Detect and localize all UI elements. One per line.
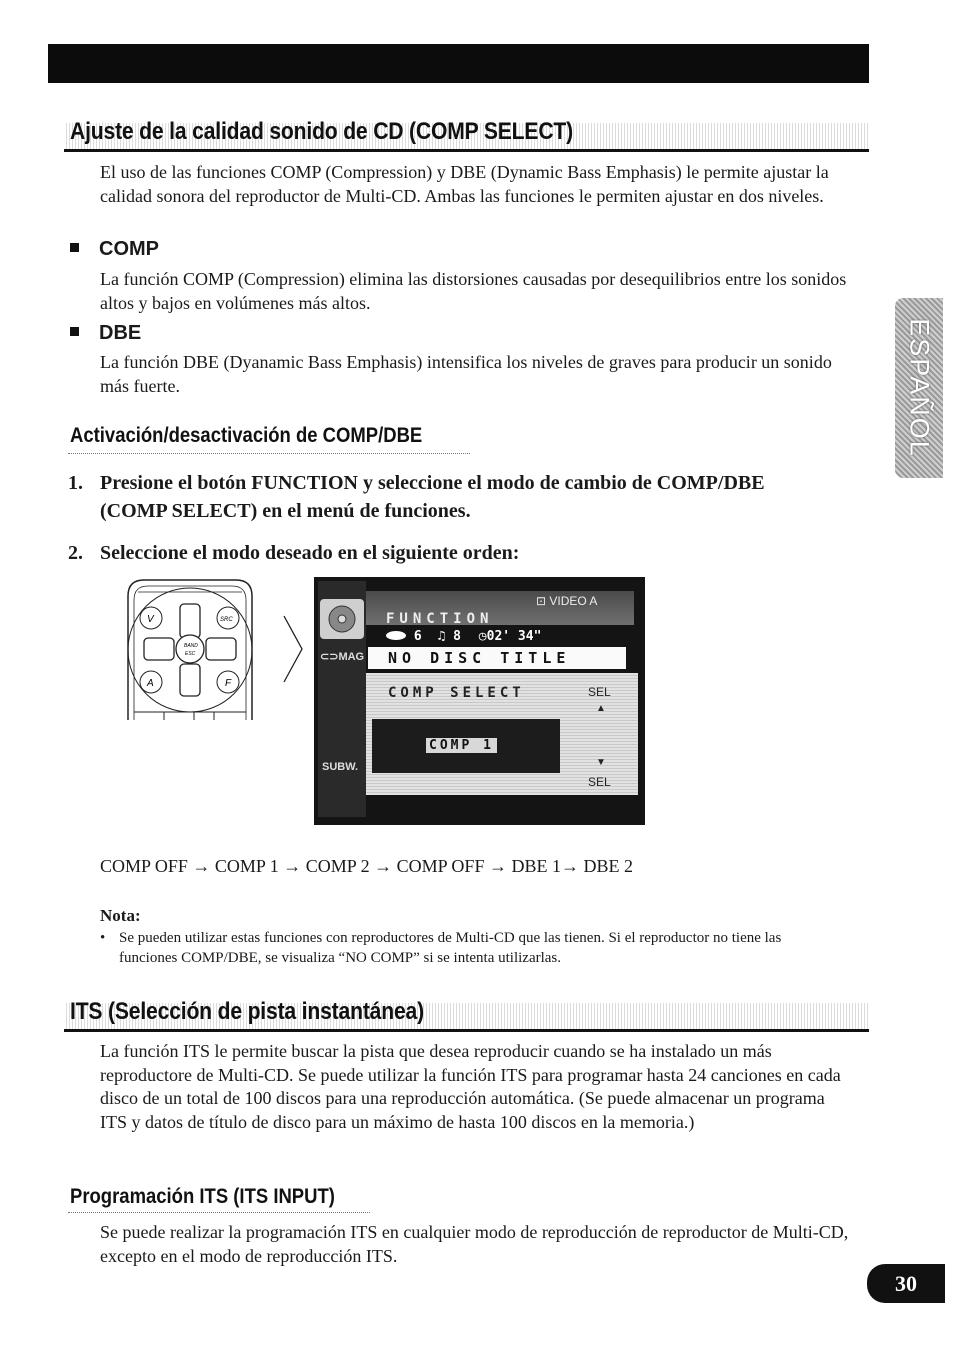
- remote-band-label: BAND: [184, 643, 198, 649]
- subsection-rule: [68, 1212, 370, 1213]
- subsection-rule: [68, 453, 470, 454]
- sel-bottom-label: SEL: [588, 775, 611, 789]
- comp-paragraph: La función COMP (Compression) elimina las distorsiones causadas por desequilibrios entre los sonidos altos y bajos en volúmenes más altos.: [100, 269, 847, 313]
- callout-chevron-icon: [282, 614, 304, 684]
- header-bar: [48, 44, 869, 83]
- step-2-number: 2.: [68, 542, 83, 564]
- remote-v-label: V: [147, 614, 154, 625]
- subsection-title-activation: Activación/desactivación de COMP/DBE: [70, 424, 423, 447]
- mag-label-text: MAG: [338, 651, 365, 663]
- video-label: ⊡ VIDEO A: [536, 594, 598, 608]
- sel-top-label: SEL: [588, 685, 611, 699]
- comp-heading: [70, 238, 159, 261]
- note-text: Se pueden utilizar estas funciones con reproductores de Multi-CD que las tienen. Si el reproductor no tiene las funciones COMP/DBE, se visualiza “NO COMP” si se intenta utilizarlas.: [119, 930, 782, 966]
- its-input-paragraph: Se puede realizar la programación ITS en cualquier modo de reproducción de reproductor de Multi-CD, excepto en el modo de reproducción ITS.: [100, 1222, 849, 1266]
- dbe-heading: [70, 322, 141, 345]
- section-title-comp-select: Ajuste de la calidad sonido de CD (COMP SELECT): [70, 118, 573, 145]
- remote-f-label: F: [225, 678, 232, 689]
- step-1-text: Presione el botón FUNCTION y seleccione el modo de cambio de COMP/DBE (COMP SELECT) en el menú de funciones.: [100, 472, 765, 522]
- menu-item-comp-select: COMP SELECT: [388, 685, 525, 701]
- comp-heading-text: COMP: [99, 238, 159, 260]
- heading-rule: [64, 149, 869, 152]
- video-label-text: VIDEO A: [549, 594, 598, 608]
- remote-control-illustration: [124, 576, 259, 721]
- music-note-icon: ♫: [437, 629, 446, 644]
- play-time: 02' 34": [486, 629, 542, 644]
- subw-label: SUBW.: [322, 761, 359, 773]
- mode-sequence: COMP OFF → COMP 1 → COMP 2 → COMP OFF → DBE 1→ DBE 2: [100, 856, 633, 876]
- section-title-its: ITS (Selección de pista instantánea): [70, 998, 424, 1025]
- cd-icon: [386, 631, 406, 640]
- step-2-text: Seleccione el modo deseado en el siguiente orden:: [100, 542, 520, 564]
- disc-icon: [320, 599, 364, 639]
- language-tab-label: ESPAÑOL: [904, 318, 935, 458]
- up-arrow-icon: ▲: [596, 703, 606, 714]
- track-number: 8: [453, 629, 461, 644]
- function-label: FUNCTION: [386, 611, 494, 627]
- language-tab: [895, 298, 943, 478]
- intro-paragraph: El uso de las funciones COMP (Compression) y DBE (Dynamic Bass Emphasis) le permite ajustar la calidad sonora del reproductor de Multi-CD. Ambas las funciones le permiten ajustar en dos niveles.: [100, 162, 829, 206]
- clock-icon: ◷: [478, 629, 487, 644]
- status-row: [386, 629, 541, 644]
- display-screen: [314, 577, 645, 825]
- square-bullet-icon: [70, 243, 79, 252]
- dbe-heading-text: DBE: [99, 322, 142, 344]
- remote-src-label: SRC: [220, 617, 233, 623]
- note-bullet: •: [100, 930, 106, 946]
- disc-title: NO DISC TITLE: [388, 649, 571, 667]
- value-display: COMP 1: [426, 738, 497, 753]
- square-bullet-icon: [70, 327, 79, 336]
- disc-number: 6: [413, 629, 422, 644]
- remote-esc-label: ESC: [185, 651, 196, 657]
- its-paragraph: La función ITS le permite buscar la pista que desea reproducir cuando se ha instalado un más reproductore de Multi-CD. Se puede utilizar la función ITS para programar hasta 24 canciones en cada disco de un total de 100 discos para una reproducción automática. (Se puede almacenar un programa ITS y datos de título de disco para un máximo de hasta 100 discos en la memoria.): [100, 1041, 841, 1132]
- subsection-title-its-input: Programación ITS (ITS INPUT): [70, 1185, 335, 1208]
- page-number: 30: [867, 1264, 945, 1303]
- mag-label: ⊂⊃MAG: [320, 651, 365, 663]
- note-heading: Nota:: [100, 906, 141, 925]
- remote-a-label: A: [147, 678, 154, 689]
- down-arrow-icon: ▼: [596, 757, 606, 768]
- step-1-number: 1.: [68, 472, 83, 494]
- heading-rule: [64, 1029, 869, 1032]
- dbe-paragraph: La función DBE (Dyanamic Bass Emphasis) intensifica los niveles de graves para producir un sonido más fuerte.: [100, 352, 832, 396]
